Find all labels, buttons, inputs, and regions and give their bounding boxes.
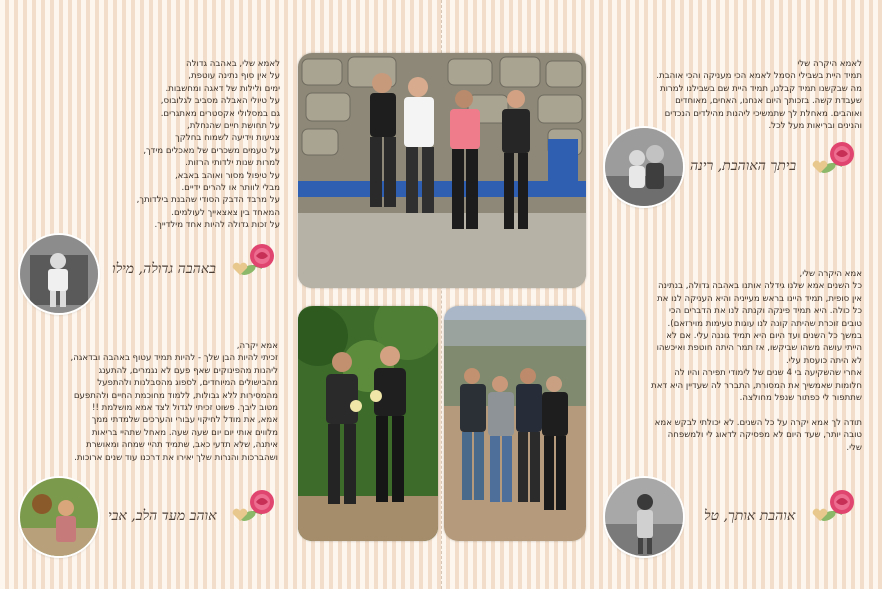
letter-top-left-text: לאמא שלי, באהבה גדולה על אין סוף נתינה עוטפת, ימים ולילות של דאגה ומחשבות. על טיולי האבלה מסביב לגלובוס, גם במסלולי אקסטרים מאתגרים. על תחושת חיים שהנחלת, צניעות וידיעה לשמוח בחלקך על טעמים משכרים של מאכלים מידך, למרות שנות ילדותי הרזות. על טיפול מסור ואוהב באבא, מבלי לוותר או להרים ידיים. על מרבד הדבק הסודי שהבנת בילדותך, המאחד בין צאצאייך לעולמים. על זכות גדולה להיות אחד מילדייך. — [136, 59, 280, 231]
photo-forest-women — [298, 306, 438, 541]
heart-icon — [812, 508, 828, 522]
heart-icon — [232, 508, 248, 522]
letter-bottom-left-text: אמא יקרה, זכיתי להיות הבן שלך - להיות תמיד עטוף באהבה ובדאגה, ליהנות מהפינוקים שאף פעם לא נגמרים, להתענג מהבישולים המיוחדים, לספוג מהסבלנות ולהתפעל מהמסירות ללא גבולות, ללמוד מחוכמת החיים ולהתפעם מטוב ליבך. פשוט זכיתי לגדול לצד אמא מושלמת !! אמא, את מודל לחיקוי עבורי והערכים שלמדתי ממך מלווים אותי יום יום שעה שעה. מאחל שתהיי בריאות איתנה, שלא תדעי כאב, שתמיד תהיי שמחה ומאושרת ושהברכות והנרות שלך יאירו את דרכנו עוד שנים ארוכות. — [70, 341, 278, 463]
portrait-milo-image — [20, 235, 98, 313]
signature-avi: אוהב מעד הלב, אבי — [108, 508, 217, 524]
portrait-avi — [20, 478, 98, 556]
portrait-tal-image — [605, 478, 683, 556]
signature-milo: באהבה גדולה, מילו — [112, 261, 216, 277]
signature-tal: אוהבת אותך, טל — [704, 508, 796, 524]
portrait-avi-image — [20, 478, 98, 556]
portrait-milo — [20, 235, 98, 313]
heart-icon — [812, 160, 828, 174]
portrait-rina — [605, 128, 683, 206]
letter-top-right-text: לאמא היקרה שלי תמיד היית בשבילי הסמל לאמא הכי מעניקה והכי אוהבת. מה שבקשנו תמיד קבלנו, תמיד היית שם בשבילנו למרות שעבדת קשה. בזכותך היום אנחנו, האחים, מאוחדים ואוהבים. מאחלת לך שתמשיכי ליהנות מהילדים הנכדים והנינים ובריאות מעל לכל. — [656, 59, 862, 132]
portrait-rina-image — [605, 128, 683, 206]
signature-rina: ביתך האוהבת, רינה — [690, 158, 797, 174]
photo-landscape-group — [444, 306, 586, 541]
letter-bottom-right-text: אמא היקרה שלי, כל השנים אמא שלנו גידלה אותנו באהבה גדולה, בנתינה אין סופית, תמיד היינו בראש מעייניה והיא העניקה לנו את כל כולה. היא תמיד פינקה וקנתה לנו את הדברים הכי טובים זוכרת שהיתה קונה לנו עוגות טעימות מוירזאם). במשך כל השנים ועד היום היא תמיד גוננה עלי. אם לא הייתי עושה משהו שביקשו, אז תמר היתה חוטפת ואיכשהו לא היתה כועסת עלי. אחרי שהשקיעה בי 4 שנים של לימודי תפירה והיו לה חלומות שאמשיך את המסורת, התברר לה שעדיין היא דאת שתתפור לי כפתור שנפל מחולצה. תודה לך אמא יקרה על כל השנים. לא יכולתי לבקש אמא טובה יותר, שעד היום לא מפסיקה לדאוג לי ולמשפחה שלי. — [651, 269, 862, 453]
portrait-tal — [605, 478, 683, 556]
photo-family-bench — [298, 53, 586, 288]
heart-icon — [232, 262, 248, 276]
